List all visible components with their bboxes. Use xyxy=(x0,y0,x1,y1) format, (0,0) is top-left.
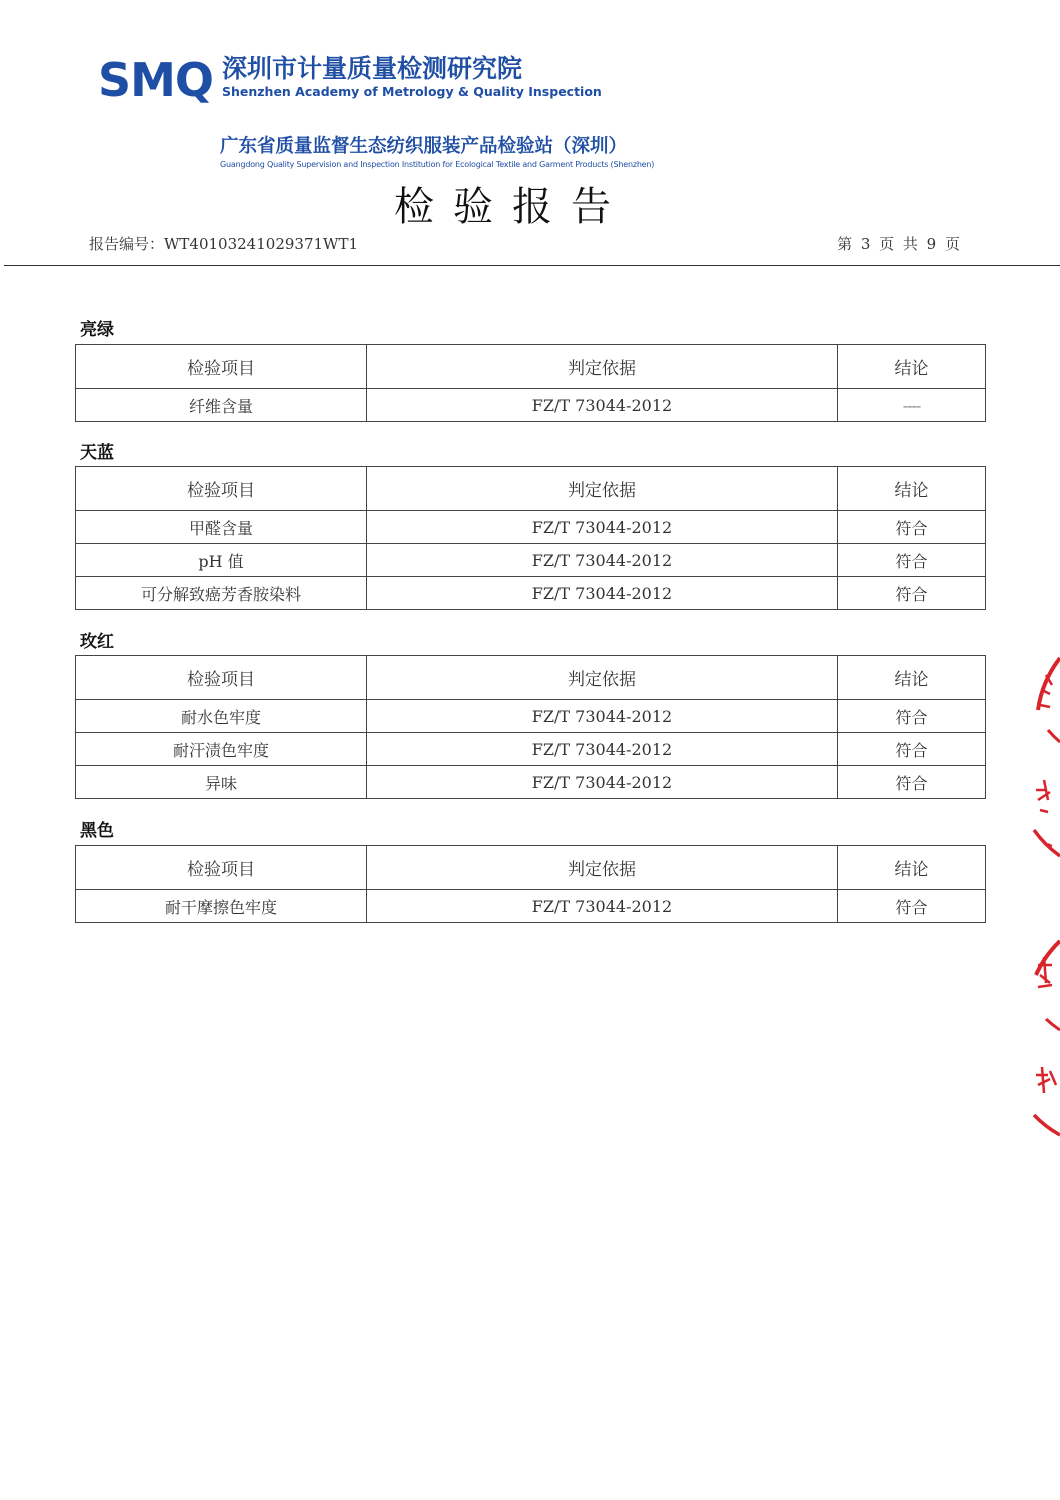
header-basis: 判定依据 xyxy=(367,656,838,700)
cell-item: 可分解致癌芳香胺染料 xyxy=(76,577,367,610)
page-info: 第 3 页 共 9 页 xyxy=(837,235,962,253)
header-item: 检验项目 xyxy=(76,656,367,700)
report-title: 检验报告 xyxy=(394,184,630,230)
cell-basis: FZ/T 73044-2012 xyxy=(367,766,838,799)
table-row xyxy=(76,890,986,923)
cell-basis: FZ/T 73044-2012 xyxy=(367,577,838,610)
cell-item: 异味 xyxy=(76,766,367,799)
cell-result: 符合 xyxy=(838,511,986,544)
header-basis: 判定依据 xyxy=(367,846,838,890)
cell-result: 符合 xyxy=(838,544,986,577)
header-result: 结论 xyxy=(838,345,986,389)
cell-result: 符合 xyxy=(838,577,986,610)
station-name-en: Guangdong Quality Supervision and Inspection Institution for Ecological Textile and Garment Products (Shenzhen) xyxy=(220,160,655,169)
institute-name-en: Shenzhen Academy of Metrology & Quality Inspection xyxy=(222,84,602,99)
cell-basis: FZ/T 73044-2012 xyxy=(367,544,838,577)
inspection-table xyxy=(75,655,986,799)
table-row xyxy=(76,544,986,577)
cell-basis: FZ/T 73044-2012 xyxy=(367,733,838,766)
header-item: 检验项目 xyxy=(76,846,367,890)
header-item: 检验项目 xyxy=(76,345,367,389)
cell-result: 符合 xyxy=(838,700,986,733)
header-result: 结论 xyxy=(838,467,986,511)
header-result: 结论 xyxy=(838,846,986,890)
table-row xyxy=(76,733,986,766)
table-row xyxy=(76,766,986,799)
header-divider xyxy=(4,265,1060,266)
table-row xyxy=(76,577,986,610)
header-basis: 判定依据 xyxy=(367,345,838,389)
header-item: 检验项目 xyxy=(76,467,367,511)
cell-result: ---- xyxy=(838,389,986,422)
cell-basis: FZ/T 73044-2012 xyxy=(367,389,838,422)
section-title: 黑色 xyxy=(80,821,114,841)
table-header-row xyxy=(76,345,986,389)
cell-basis: FZ/T 73044-2012 xyxy=(367,890,838,923)
cell-item: 耐汗渍色牢度 xyxy=(76,733,367,766)
table-row xyxy=(76,389,986,422)
section-title: 天蓝 xyxy=(80,443,114,463)
section-title: 玫红 xyxy=(80,632,114,652)
table-header-row xyxy=(76,846,986,890)
table-row xyxy=(76,700,986,733)
cell-item: pH 值 xyxy=(76,544,367,577)
table-header-row xyxy=(76,467,986,511)
station-name-cn: 广东省质量监督生态纺织服装产品检验站（深圳） xyxy=(220,136,628,157)
cell-result: 符合 xyxy=(838,890,986,923)
header-basis: 判定依据 xyxy=(367,467,838,511)
seal-stamp-icon xyxy=(1030,650,1060,870)
cell-item: 耐水色牢度 xyxy=(76,700,367,733)
table-row xyxy=(76,511,986,544)
inspection-table xyxy=(75,466,986,610)
institute-name-cn: 深圳市计量质量检测研究院 xyxy=(222,54,523,83)
cell-item: 甲醛含量 xyxy=(76,511,367,544)
seal-stamp-icon xyxy=(1030,935,1060,1145)
table-header-row xyxy=(76,656,986,700)
report-number: 报告编号：WT40103241029371WT1 xyxy=(89,235,358,253)
section-title: 亮绿 xyxy=(80,320,114,340)
cell-result: 符合 xyxy=(838,733,986,766)
header-result: 结论 xyxy=(838,656,986,700)
cell-item: 纤维含量 xyxy=(76,389,367,422)
cell-result: 符合 xyxy=(838,766,986,799)
cell-basis: FZ/T 73044-2012 xyxy=(367,511,838,544)
logo-mark: SMQ xyxy=(98,53,214,107)
inspection-table xyxy=(75,845,986,923)
cell-item: 耐干摩擦色牢度 xyxy=(76,890,367,923)
cell-basis: FZ/T 73044-2012 xyxy=(367,700,838,733)
inspection-table xyxy=(75,344,986,422)
